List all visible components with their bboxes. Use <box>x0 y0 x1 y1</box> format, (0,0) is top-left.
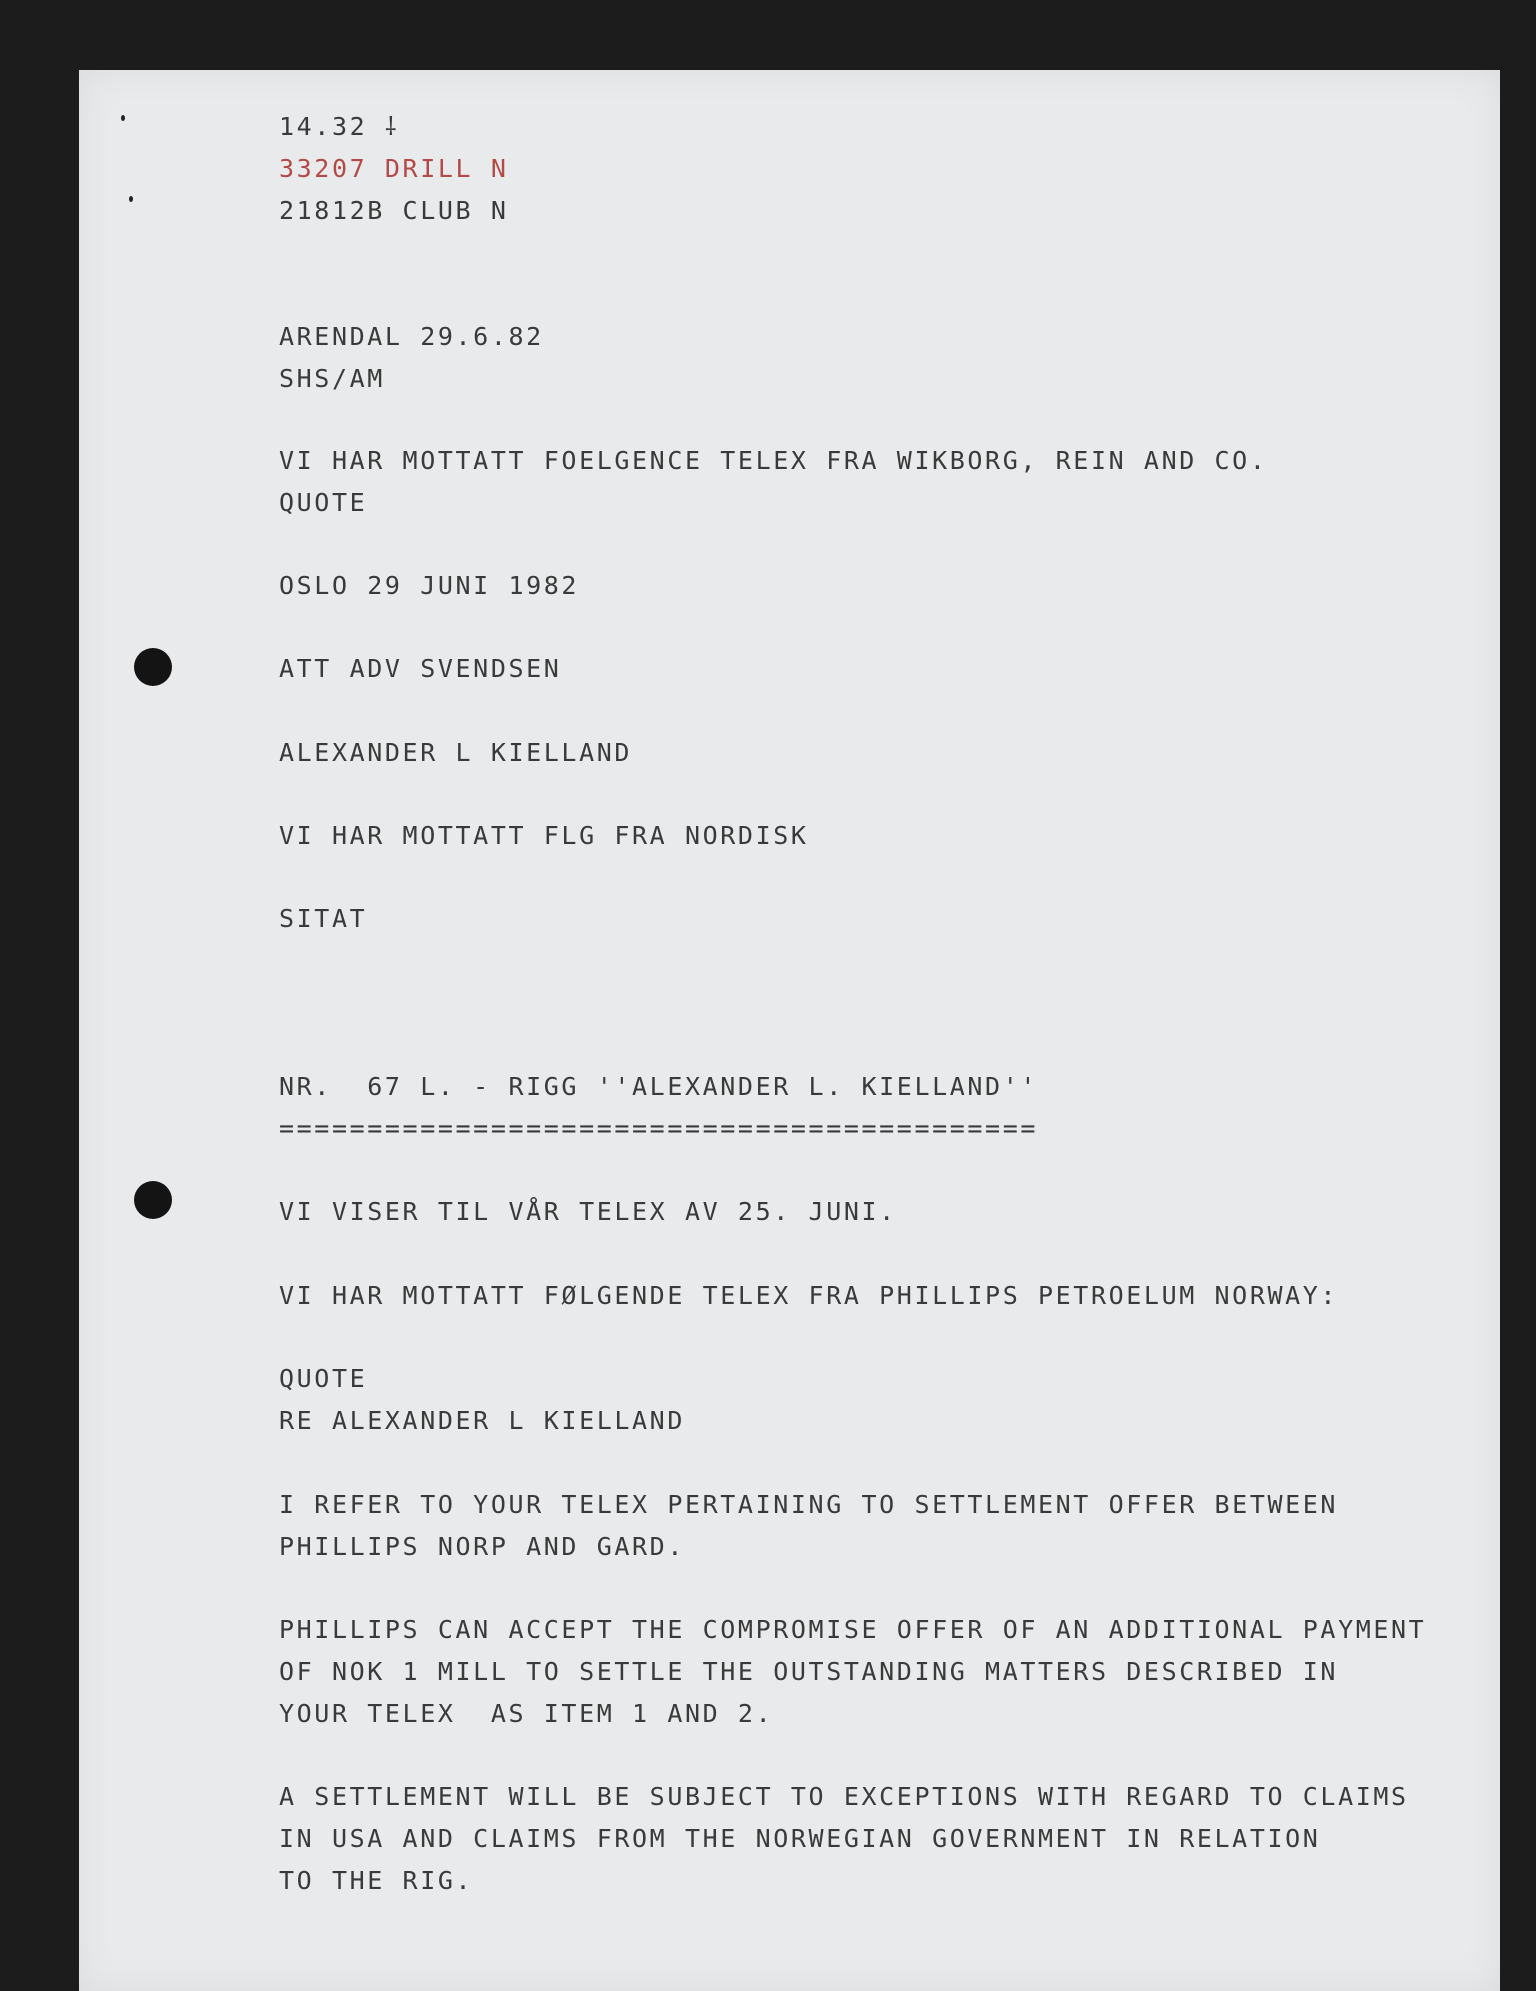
body-line: IN USA AND CLAIMS FROM THE NORWEGIAN GOVERNMENT IN RELATION <box>279 1824 1321 1853</box>
body-line: A SETTLEMENT WILL BE SUBJECT TO EXCEPTIONS WITH REGARD TO CLAIMS <box>279 1782 1409 1811</box>
body-line: QUOTE <box>279 1364 368 1393</box>
place-date: ARENDAL 29.6.82 <box>279 322 544 351</box>
body-line: NR. 67 L. - RIGG ''ALEXANDER L. KIELLAND'' <box>279 1072 1039 1101</box>
body-line: PHILLIPS NORP AND GARD. <box>279 1532 685 1561</box>
body-line: OF NOK 1 MILL TO SETTLE THE OUTSTANDING MATTERS DESCRIBED IN <box>279 1657 1339 1686</box>
answerback-receiver: 21812B CLUB N <box>279 196 509 225</box>
paper-speck <box>121 115 125 121</box>
body-line: PHILLIPS CAN ACCEPT THE COMPROMISE OFFER OF AN ADDITIONAL PAYMENT <box>279 1615 1427 1644</box>
paper-speck <box>129 196 133 202</box>
punch-hole-top <box>134 648 172 686</box>
reference: SHS/AM <box>279 364 385 393</box>
telex-time: 14.32 ⸸ <box>279 112 400 141</box>
punch-hole-bottom <box>134 1181 172 1219</box>
body-line: OSLO 29 JUNI 1982 <box>279 571 580 600</box>
body-line: ALEXANDER L KIELLAND <box>279 738 633 767</box>
answerback-sender: 33207 DRILL N <box>279 154 509 183</box>
body-line: SITAT <box>279 904 368 933</box>
body-line: I REFER TO YOUR TELEX PERTAINING TO SETTLEMENT OFFER BETWEEN <box>279 1490 1339 1519</box>
body-line: =========================================== <box>279 1114 1039 1143</box>
body-line: ATT ADV SVENDSEN <box>279 654 562 683</box>
body-line: VI HAR MOTTATT FLG FRA NORDISK <box>279 821 809 850</box>
telex-page <box>79 70 1500 1991</box>
body-line: VI HAR MOTTATT FØLGENDE TELEX FRA PHILLIPS PETROELUM NORWAY: <box>279 1281 1339 1310</box>
body-line: VI VISER TIL VÅR TELEX AV 25. JUNI. <box>279 1197 897 1226</box>
body-line: TO THE RIG. <box>279 1866 474 1895</box>
body-line: VI HAR MOTTATT FOELGENCE TELEX FRA WIKBORG, REIN AND CO. <box>279 446 1268 475</box>
body-line: RE ALEXANDER L KIELLAND <box>279 1406 685 1435</box>
body-line: QUOTE <box>279 488 368 517</box>
body-line: YOUR TELEX AS ITEM 1 AND 2. <box>279 1699 774 1728</box>
